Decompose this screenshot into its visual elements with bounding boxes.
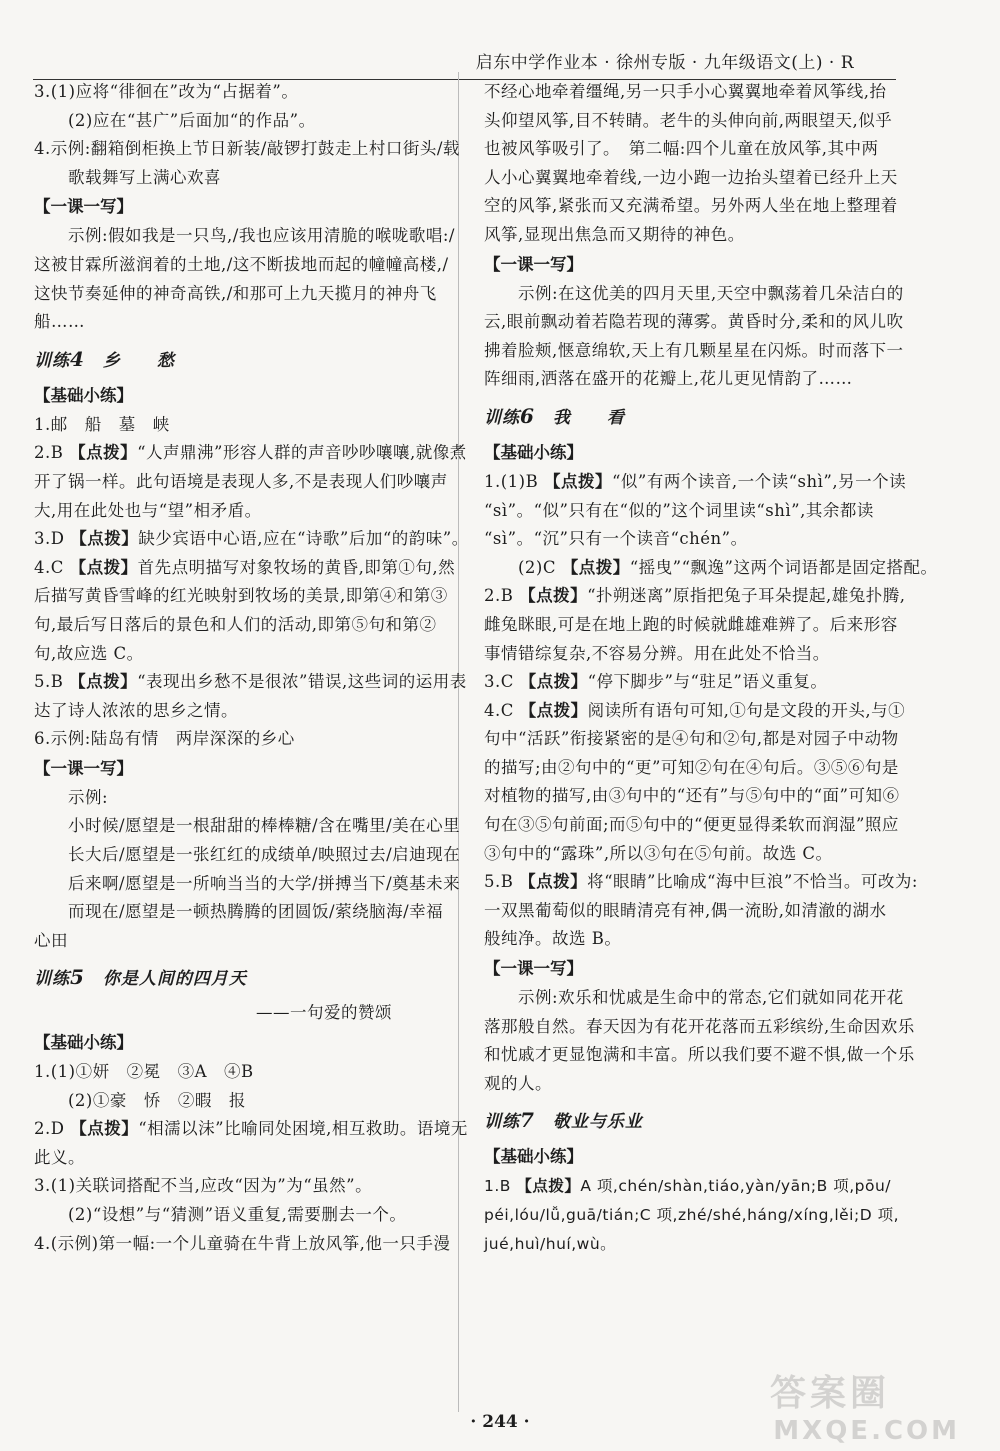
answer-line: 2.D 【点拨】“相濡以沫”比喻同处困境,相互救助。语境无 [34,1119,468,1139]
answer-line: 不经心地牵着缰绳,另一只手小心翼翼地牵着风筝线,抬 [484,82,887,101]
answer-line: 句,最后写日落后的景色和人们的活动,即第⑤句和第② [34,614,437,634]
answer-line: 1.(1)①妍 ②冕 ③A ④B [34,1062,254,1082]
writing-line: 示例:假如我是一只鸟,/我也应该用清脆的喉咙歌唱:/ [68,226,455,246]
subsection-heading: 【一课一写】 [484,254,583,274]
answer-line: 6.示例:陆岛有情 两岸深深的乡心 [34,729,295,749]
lesson-subtitle: ——一句爱的赞颂 [256,1003,392,1023]
answer-line: 3.(1)应将“徘徊在”改为“占据着”。 [34,82,299,101]
lesson-title-6: 训练6 我 看 [484,403,625,428]
answer-line: 此义。 [34,1147,85,1167]
column-divider [458,72,459,1412]
writing-line: 小时候/愿望是一根甜甜的棒棒糖/含在嘴里/美在心里 [68,816,461,836]
answer-line: (2)C 【点拨】“摇曳”“飘逸”这两个词语都是固定搭配。 [518,557,938,577]
writing-line: 这被甘霖所滋润着的土地,/这不断拔地而起的幢幢高楼,/ [34,254,449,274]
answer-line: 后描写黄昏雪峰的红光映射到牧场的美景,即第④和第③ [34,586,448,606]
writing-line: 观的人。 [484,1073,552,1093]
answer-line: 大,用在此处也与“望”相矛盾。 [34,500,262,520]
answer-line: ③句中的“露珠”,所以③句在⑤句前。故选 C。 [484,843,833,863]
writing-line: 和忧戚才更显饱满和丰富。所以我们要不避不惧,做一个乐 [484,1045,915,1065]
left-column [34,78,469,1258]
writing-line: 阵细雨,洒落在盛开的花瓣上,花儿更见情韵了…… [484,369,853,389]
subsection-heading: 【基础小练】 [484,1147,583,1167]
lesson-title-5: 训练5 你是人间的四月天 [34,965,247,990]
subsection-heading: 【一课一写】 [34,197,133,217]
writing-line: 后来啊/愿望是一所响当当的大学/拼搏当下/奠基未来 [68,873,461,893]
lesson-title-4: 训练4 乡 愁 [34,346,175,371]
writing-line: 这快节奏延伸的神奇高铁,/和那可上九天揽月的神舟飞 [34,283,437,303]
watermark-logo [770,1365,970,1445]
answer-line: 歌载舞写上满心欢喜 [68,167,221,187]
answer-line: “sì”。“沉”只有一个读音“chén”。 [484,529,748,549]
answer-line: 2.B 【点拨】“扑朔迷离”原指把兔子耳朵提起,雄兔扑腾, [484,586,906,606]
right-column [484,78,938,1258]
answer-line: 句中“活跃”衔接紧密的是④句和②句,都是对园子中动物 [484,729,899,749]
answer-line: 开了锅一样。此句语境是表现人多,不是表现人们吵嚷声 [34,471,448,491]
writing-line: 落那般自然。春天因为有花开花落而五彩缤纷,生命因欢乐 [484,1016,915,1036]
header-title: 启东中学作业本 · 徐州专版 · 九年级语文(上) · R [475,53,854,73]
answer-line: jué,huì/huí,wù。 [484,1234,617,1253]
answer-line: 也被风筝吸引了。 第二幅:四个儿童在放风筝,其中两 [484,139,879,159]
subsection-heading: 【基础小练】 [34,1033,133,1053]
watermark-text: 答案圈 [770,1373,891,1414]
answer-line: 风筝,显现出焦急而又期待的神色。 [484,224,745,244]
answer-line: 句,故应选 C。 [34,643,144,663]
answer-line: 对植物的描写,由③句中的“还有”与⑤句中的“面”可知⑥ [484,786,900,806]
watermark-url: MXQE.COM [773,1416,960,1446]
answer-line: 1.B 【点拨】A 项,chén/shàn,tiáo,yàn/yān;B 项,pōu/ [484,1177,892,1196]
writing-line: 云,眼前飘动着若隐若现的薄雾。黄昏时分,柔和的风儿吹 [484,312,904,332]
answer-line: 5.B 【点拨】将“眼睛”比喻成“海中巨浪”不恰当。可改为: [484,872,918,892]
writing-line: 拂着脸颊,惬意绵软,天上有几颗星星在闪烁。时而落下一 [484,340,904,360]
answer-line: (2)应在“甚广”后面加“的作品”。 [68,110,316,130]
subsection-heading: 【基础小练】 [484,442,583,462]
answer-line: (2)①豪 㤭 ②暇 报 [68,1090,246,1110]
answer-line: 的描写;由②句中的“更”可知②句在④句后。③⑤⑥句是 [484,757,899,777]
answer-line: 一双黑葡萄似的眼睛清亮有神,偶一流盼,如清澈的湖水 [484,900,887,920]
answer-line: 头仰望风筝,目不转睛。老牛的头伸向前,两眼望天,似乎 [484,110,893,130]
writing-line: 心田 [34,930,68,950]
page-number: · 244 · [470,1412,530,1432]
writing-line: 示例:欢乐和忧戚是生命中的常态,它们就如同花开花 [518,988,904,1008]
writing-line: 示例: [68,787,109,807]
answer-line: 事情错综复杂,不容易分辨。用在此处不恰当。 [484,643,830,663]
subsection-heading: 【基础小练】 [34,385,133,405]
answer-line: 达了诗人浓浓的思乡之情。 [34,700,238,720]
writing-line: 船…… [34,312,85,332]
answer-line: 3.(1)关联词搭配不当,应改“因为”为“虽然”。 [34,1176,373,1196]
subsection-heading: 【一课一写】 [34,758,133,778]
answer-line: 1.邮 船 墓 峡 [34,414,170,434]
answer-line: “sì”。“似”只有在“似的”这个词里读“shì”,其余都读 [484,500,874,520]
subsection-heading: 【一课一写】 [484,959,583,979]
answer-line: 4.C 【点拨】阅读所有语句可知,①句是文段的开头,与① [484,700,906,720]
answer-line: 般纯净。故选 B。 [484,929,622,949]
answer-line: (2)“设想”与“猜测”语义重复,需要删去一个。 [68,1205,407,1224]
answer-line: 4.示例:翻箱倒柜换上节日新装/敲锣打鼓走上村口街头/载 [34,139,460,159]
answer-line: 1.(1)B 【点拨】“似”有两个读音,一个读“shì”,另一个读 [484,471,907,491]
answer-line: 4.C 【点拨】首先点明描写对象牧场的黄昏,即第①句,然 [34,557,456,577]
answer-line: 2.B 【点拨】“人声鼎沸”形容人群的声音吵吵嚷嚷,就像煮 [34,443,467,463]
writing-line: 长大后/愿望是一张红红的成绩单/映照过去/启迪现在 [68,845,461,865]
answer-line: 4.(示例)第一幅:一个儿童骑在牛背上放风筝,他一只手漫 [34,1233,451,1253]
page-header [0,12,1000,73]
answer-line: 空的风筝,紧张而又充满希望。另外两人坐在地上整理着 [484,196,898,216]
answer-line: 雌兔眯眼,可是在地上跑的时候就雌雄难辨了。后来形容 [484,614,898,634]
answer-line: 3.C 【点拨】“停下脚步”与“驻足”语义重复。 [484,672,828,692]
writing-line: 示例:在这优美的四月天里,天空中飘荡着几朵洁白的 [518,283,904,303]
answer-line: péi,lóu/lǚ,guā/tián;C 项,zhé/shé,háng/xíng,lěi;D 项, [484,1206,900,1224]
writing-line: 而现在/愿望是一顿热腾腾的团圆饭/萦绕脑海/幸福 [68,902,444,922]
answer-line: 5.B 【点拨】“表现出乡愁不是很浓”错误,这些词的运用表 [34,672,467,692]
answer-line: 3.D 【点拨】缺少宾语中心语,应在“诗歌”后加“的韵味”。 [34,529,469,549]
lesson-title-7: 训练7 敬业与乐业 [484,1108,643,1133]
answer-line: 句在③⑤句前面;而⑤句中的“便更显得柔软而润湿”照应 [484,815,899,835]
answer-line: 人小心翼翼地牵着线,一边小跑一边抬头望着已经升上天 [484,167,898,187]
